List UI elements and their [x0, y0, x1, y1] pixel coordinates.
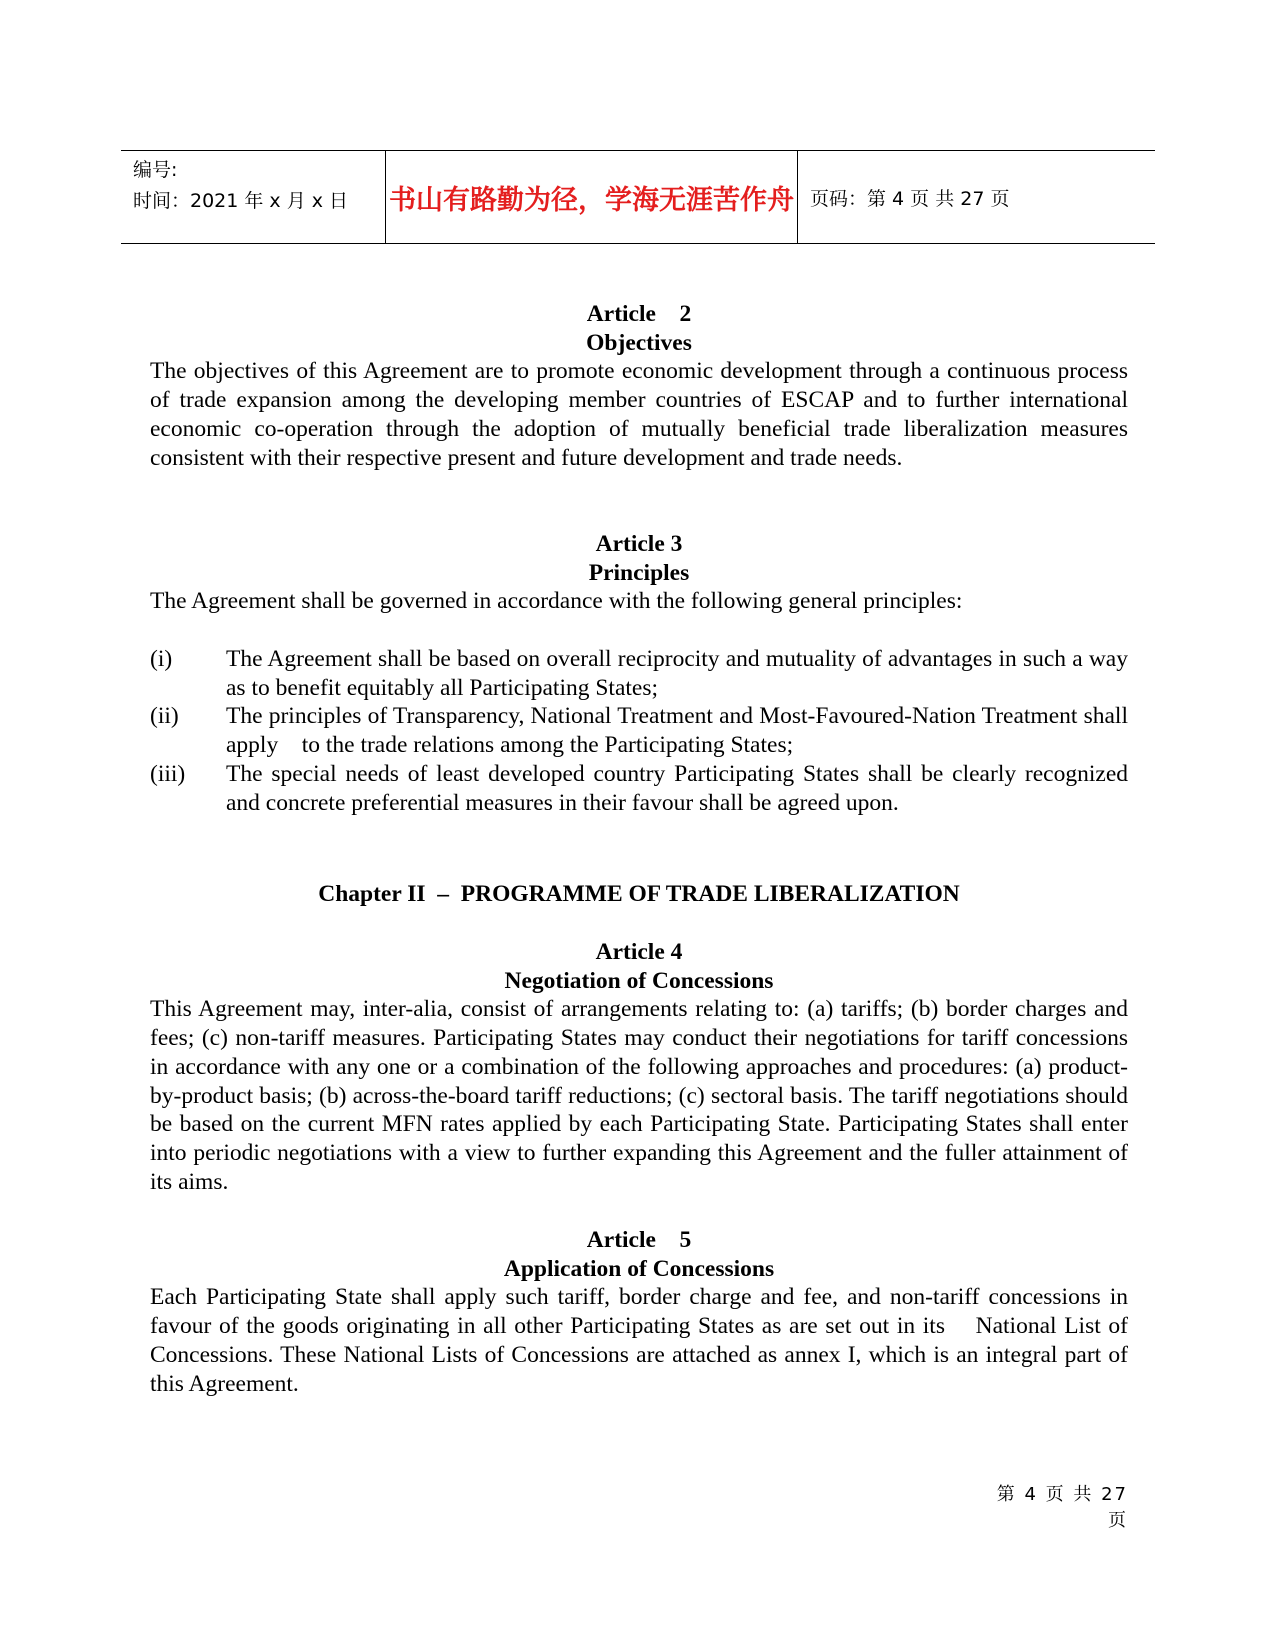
article-3 [150, 530, 1128, 616]
chapter-2 [150, 880, 1128, 909]
article-number: Article 5 [586, 1227, 692, 1253]
chapter-title: Chapter II – PROGRAMME OF TRADE LIBERALIZATION [318, 881, 960, 907]
item-number: (ii) [150, 703, 179, 730]
article-title: Application of Concessions [503, 1255, 775, 1282]
article-number: Article 2 [586, 301, 692, 327]
page-footer: 第 4 页 共 27 页 [996, 1484, 1128, 1531]
article-intro: The Agreement shall be governed in accordance with the following general principles: [150, 588, 963, 615]
header-page-info: 页码：第 4 页 共 27 页 [810, 187, 1010, 210]
header-motto: 书山有路勤为径，学海无涯苦作舟 [385, 151, 798, 243]
item-number: (iii) [150, 760, 186, 787]
item-text: The Agreement shall be based on overall reciprocity and mutuality of advantages in such a way as to benefit equitably all Participating States; [226, 646, 1128, 701]
list-item [150, 645, 1128, 702]
list-item [150, 760, 1128, 817]
item-text: The principles of Transparency, National Treatment and Most-Favoured-Nation Treatment shall apply to the trade relations among the Participating States; [226, 703, 1134, 759]
article-body: The objectives of this Agreement are to promote economic development through a continuous process of trade expansion among the developing member countries of ESCAP and to further international economic co-operation through the adoption of mutually beneficial trade liberalization measures consistent with their respective present and future development and trade needs. [150, 358, 1128, 471]
principles-list [150, 645, 1134, 817]
article-body: This Agreement may, inter-alia, consist of arrangements relating to: (a) tariffs; (b) border charges and fees; (c) non-tariff measures. Participating States may conduct their negotiations for tariff concessions in accordance with any one or a combination of the following approaches and procedures: (a) product-by-product basis; (b) across-the-board tariff reductions; (c) sectoral basis. The tariff negotiations should be based on the current MFN rates applied by each Participating State. Participating States shall enter into periodic negotiations with a view to further expanding this Agreement and the fuller attainment of its aims. [150, 996, 1128, 1195]
list-item [150, 702, 1134, 759]
article-2 [150, 300, 1128, 472]
time-label: 时间：2021 年 x 月 x 日 [133, 190, 349, 212]
item-text: The special needs of least developed country Participating States shall be clearly recognized and concrete preferential measures in their favour shall be agreed upon. [226, 760, 1128, 816]
article-body: Each Participating State shall apply such tariff, border charge and fee, and non-tariff concessions in favour of the goods originating in all other Participating States as are set out in its National List of Concessions. These National Lists of Concessions are attached as annex I, which is an integral part of this Agreement. [150, 1284, 1134, 1397]
serial-label: 编号: [133, 159, 178, 181]
article-number: Article 4 [595, 939, 683, 965]
page-header [121, 150, 1155, 244]
article-4 [150, 938, 1128, 1196]
article-title: Objectives [586, 329, 692, 356]
article-title: Principles [588, 559, 690, 586]
header-meta [121, 151, 385, 243]
article-5 [150, 1226, 1134, 1398]
article-title: Negotiation of Concessions [504, 967, 774, 994]
article-number: Article 3 [595, 531, 683, 557]
item-number: (i) [150, 646, 173, 672]
